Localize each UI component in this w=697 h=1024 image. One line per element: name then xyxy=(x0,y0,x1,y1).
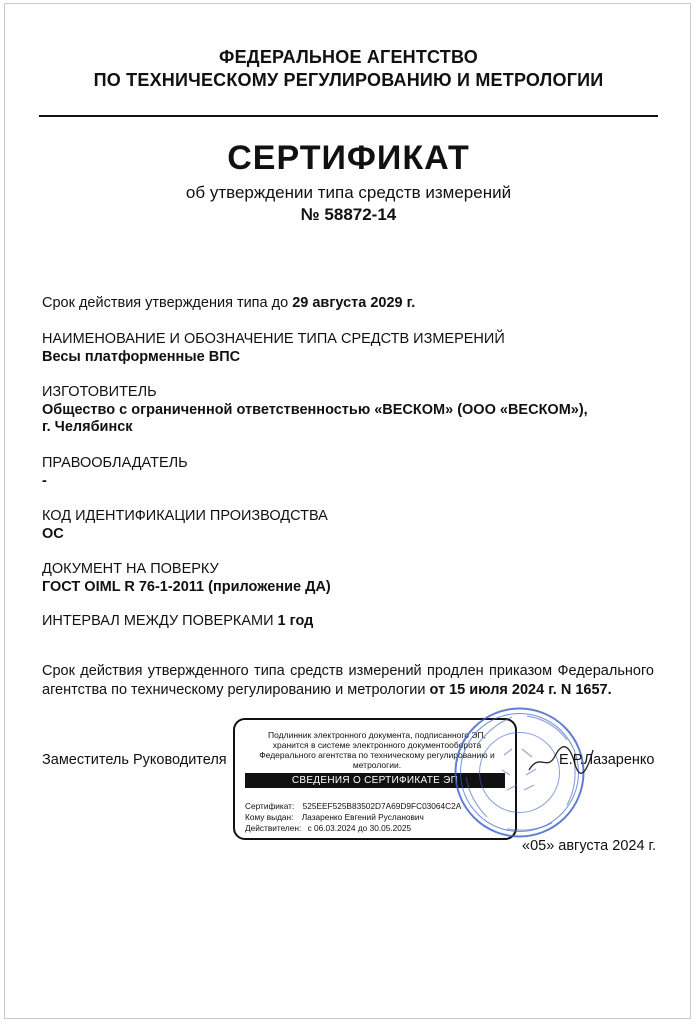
extension-line2 xyxy=(42,682,612,698)
esig-valid-value: с 06.03.2024 до 30.05.2025 xyxy=(307,823,412,833)
manufacturer-label: ИЗГОТОВИТЕЛЬ xyxy=(42,384,157,400)
agency-name-line2: ПО ТЕХНИЧЕСКОМУ РЕГУЛИРОВАНИЮ И МЕТРОЛОГИИ xyxy=(93,70,604,90)
esig-header-line4: метрологии. xyxy=(352,760,402,770)
validity-date: 29 августа 2029 г. xyxy=(292,295,416,311)
verification-doc-value: ГОСТ OIML R 76-1-2011 (приложение ДА) xyxy=(42,579,331,595)
esig-cert-row xyxy=(245,801,461,811)
esig-header-line1: Подлинник электронного документа, подписанного ЭП, xyxy=(268,730,486,740)
esig-issued-value: Лазаренко Евгений Русланович xyxy=(301,812,424,822)
production-code-label: КОД ИДЕНТИФИКАЦИИ ПРОИЗВОДСТВА xyxy=(42,508,328,524)
esig-cert-label: Сертификат: xyxy=(245,801,295,811)
esig-valid-label: Действителен: xyxy=(245,823,302,833)
verification-doc-label: ДОКУМЕНТ НА ПОВЕРКУ xyxy=(42,561,219,577)
extension-order-ref: от 15 июля 2024 г. N 1657. xyxy=(429,682,612,698)
validity-label: Срок действия утверждения типа до xyxy=(42,295,293,311)
header-divider xyxy=(39,115,658,117)
extension-order-prefix: агентства по техническому регулированию и метрологии xyxy=(42,682,430,698)
interval-label: ИНТЕРВАЛ МЕЖДУ ПОВЕРКАМИ xyxy=(42,613,278,629)
interval-value: 1 год xyxy=(277,613,314,629)
certificate-subtitle: об утверждении типа средств измерений xyxy=(185,183,512,202)
certificate-number: № 58872-14 xyxy=(300,205,397,224)
verification-interval xyxy=(42,613,313,629)
signatory-position: Заместитель Руководителя xyxy=(42,752,227,768)
rightholder-value: - xyxy=(42,473,47,489)
esig-issued-row xyxy=(245,812,424,822)
validity-line xyxy=(42,295,415,311)
esig-cert-value: 525EEF525B83502D7A69D9FC03064C2A xyxy=(302,801,462,811)
type-name-label: НАИМЕНОВАНИЕ И ОБОЗНАЧЕНИЕ ТИПА СРЕДСТВ ИЗМЕРЕНИЙ xyxy=(42,331,505,347)
esig-header-line3: Федерального агентства по техническому регулированию и xyxy=(259,750,495,760)
extension-line1: Срок действия утвержденного типа средств измерений продлен приказом Федерального xyxy=(42,663,654,679)
esig-header-line2: хранится в системе электронного документооборота xyxy=(272,740,482,750)
manufacturer-city: г. Челябинск xyxy=(42,419,133,435)
signatory-name: Е.Р.Лазаренко xyxy=(559,752,655,768)
agency-name-line1: ФЕДЕРАЛЬНОЕ АГЕНТСТВО xyxy=(219,47,478,67)
rightholder-label: ПРАВООБЛАДАТЕЛЬ xyxy=(42,455,188,471)
type-name-value: Весы платформенные ВПС xyxy=(42,349,241,365)
esig-valid-row xyxy=(245,823,411,833)
esig-info-bar: СВЕДЕНИЯ О СЕРТИФИКАТЕ ЭП xyxy=(245,773,505,788)
certificate-title: СЕРТИФИКАТ xyxy=(227,139,470,177)
production-code-value: ОС xyxy=(42,526,64,542)
esig-issued-label: Кому выдан: xyxy=(245,812,294,822)
signature-date: «05» августа 2024 г. xyxy=(522,838,657,854)
manufacturer-value: Общество с ограниченной ответственностью «ВЕСКОМ» (ООО «ВЕСКОМ»), xyxy=(42,402,588,418)
